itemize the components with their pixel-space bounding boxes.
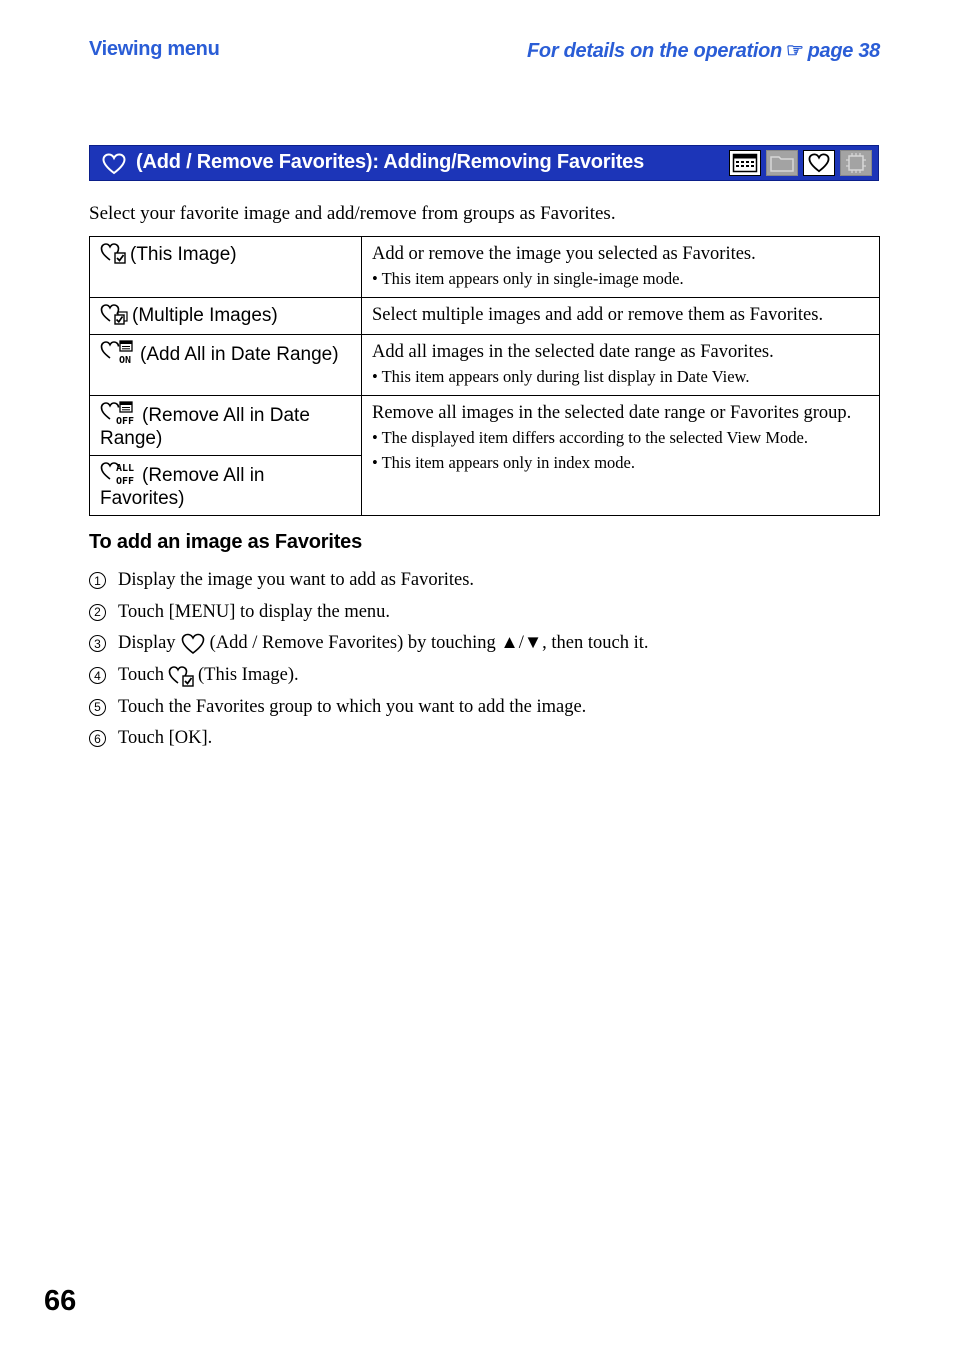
option-description: Select multiple images and add or remove them as Favorites. [372, 305, 824, 325]
option-description: Add or remove the image you selected as Favorites. [372, 244, 756, 264]
intro-text: Select your favorite image and add/remove from groups as Favorites. [89, 203, 616, 224]
favorite-date-off-icon [100, 401, 138, 425]
option-label-cell [90, 298, 362, 335]
option-label: (Remove All in Favorites) [100, 465, 265, 509]
step-text: Touch [OK]. [118, 728, 213, 749]
option-description-cell [362, 396, 880, 516]
favorite-single-icon [100, 242, 126, 264]
option-note: • This item appears only during list display in Date View. [372, 367, 750, 386]
favorites-view-icon [803, 150, 835, 176]
howto-title: To add an image as Favorites [89, 531, 363, 553]
option-label: (Remove All in Date Range) [100, 405, 310, 449]
memory-card-icon [840, 150, 872, 176]
pointing-hand-icon: ☞ [785, 40, 804, 62]
step-text: Display the image you want to add as Favorites. [118, 570, 475, 591]
option-label-cell [90, 396, 362, 456]
favorite-multiple-icon [100, 303, 128, 325]
howto-steps [89, 565, 649, 755]
option-note: • The displayed item differs according to the selected View Mode. [372, 428, 808, 447]
favorite-date-on-icon [100, 340, 136, 364]
option-label: (Add All in Date Range) [140, 344, 339, 365]
step-number: 6 [89, 730, 106, 747]
details-reference[interactable] [527, 38, 880, 63]
option-description: Add all images in the selected date range as Favorites. [372, 342, 774, 362]
option-label-cell [90, 237, 362, 298]
option-label: (Multiple Images) [132, 305, 278, 326]
step-item [89, 660, 649, 692]
step-text: Touch [MENU] to display the menu. [118, 601, 391, 622]
table-row [90, 396, 880, 456]
step-item [89, 723, 649, 755]
favorite-all-off-icon [100, 461, 138, 485]
svg-text:OFF: OFF [116, 476, 135, 485]
option-label-cell [90, 335, 362, 396]
table-row [90, 335, 880, 396]
heart-icon [102, 153, 126, 175]
banner-title: (Add / Remove Favorites): Adding/Removing Favorites [136, 151, 645, 173]
option-label: (This Image) [130, 244, 237, 265]
step-text: (Add / Remove Favorites) by touching ▲/▼, then touch it. [209, 633, 649, 654]
step-number: 1 [89, 572, 106, 589]
heart-icon [180, 633, 206, 655]
step-text: (This Image). [197, 665, 299, 686]
step-number: 2 [89, 604, 106, 621]
step-item [89, 597, 649, 629]
option-label-cell [90, 456, 362, 516]
option-description: Remove all images in the selected date range or Favorites group. [372, 403, 852, 423]
date-view-icon [729, 150, 761, 176]
svg-text:OFF: OFF [116, 416, 135, 425]
option-description-cell [362, 298, 880, 335]
option-note: • This item appears only in index mode. [372, 453, 636, 472]
step-item [89, 565, 649, 597]
option-description-cell [362, 335, 880, 396]
step-number: 3 [89, 635, 106, 652]
step-item [89, 691, 649, 723]
option-note: • This item appears only in single-image mode. [372, 269, 684, 288]
details-prefix: For details on the operation [527, 40, 782, 62]
option-description-cell [362, 237, 880, 298]
svg-text:ALL: ALL [116, 463, 135, 474]
step-item [89, 628, 649, 660]
table-row [90, 298, 880, 335]
step-text: Display [118, 633, 176, 654]
svg-text:ON: ON [119, 355, 132, 364]
folder-view-icon [766, 150, 798, 176]
favorite-single-icon [168, 665, 194, 687]
details-page-link[interactable]: page 38 [807, 40, 880, 62]
step-number: 5 [89, 699, 106, 716]
step-number: 4 [89, 667, 106, 684]
step-text: Touch [118, 665, 164, 686]
section-title: Viewing menu [89, 38, 220, 60]
favorites-options-table [89, 236, 880, 516]
page-number: 66 [44, 1285, 77, 1317]
section-banner [89, 145, 879, 181]
view-mode-icons [729, 150, 872, 176]
table-row [90, 237, 880, 298]
step-text: Touch the Favorites group to which you want to add the image. [118, 696, 587, 717]
